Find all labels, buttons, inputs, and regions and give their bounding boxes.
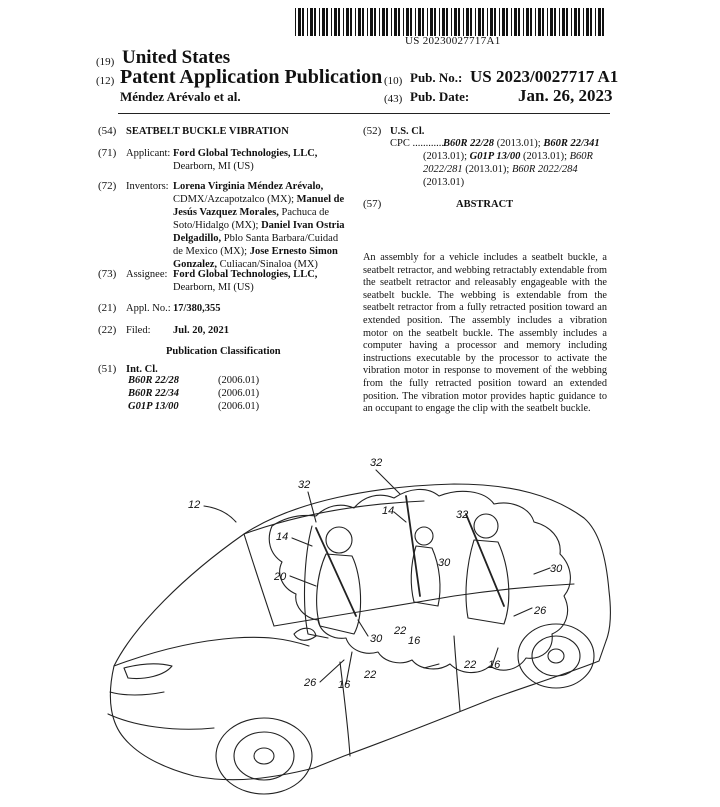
leader-32a xyxy=(308,492,316,522)
barcode-bar xyxy=(403,8,404,36)
barcode-bar xyxy=(590,8,592,36)
barcode-bar xyxy=(595,8,596,36)
barcode-bar xyxy=(454,8,457,36)
barcode-bar xyxy=(391,8,392,36)
intcl-code: (51) xyxy=(98,363,117,375)
pub-date-label: Pub. Date: xyxy=(410,89,470,104)
pub-date: Jan. 26, 2023 xyxy=(518,86,613,105)
barcode-bar xyxy=(463,8,464,36)
barcode-bar xyxy=(439,8,440,36)
barcode-bar xyxy=(331,8,332,36)
leader-30a xyxy=(358,620,368,636)
barcode-bar xyxy=(559,8,560,36)
barcode-bar xyxy=(430,8,433,36)
applicant-city: Dearborn, MI (US) xyxy=(173,161,254,172)
barcode-bar xyxy=(523,8,524,36)
grille xyxy=(110,692,164,695)
cpc-dots: ............ xyxy=(412,138,444,149)
code-12: (12) xyxy=(96,75,115,87)
filed-code: (22) xyxy=(98,324,117,336)
barcode-bar xyxy=(550,8,553,36)
cpc-class-part: G01P 13/00 xyxy=(469,151,521,162)
barcode xyxy=(295,8,605,36)
cpc-class-part: 2022/281 xyxy=(423,164,463,175)
cpc-class-part: B60R 22/341 xyxy=(543,138,600,149)
barcode-bar xyxy=(322,8,325,36)
barcode-bar xyxy=(571,8,572,36)
fig-label-20: 20 xyxy=(274,571,287,583)
barcode-bar xyxy=(586,8,589,36)
barcode-bar xyxy=(379,8,380,36)
intcl-code-value: G01P 13/00 xyxy=(128,401,179,412)
applicant-name: Ford Global Technologies, LLC, xyxy=(173,148,318,159)
fig-label-30: 30 xyxy=(370,633,383,645)
leader-12 xyxy=(204,506,236,522)
barcode-bar xyxy=(475,8,476,36)
barcode-bar xyxy=(535,8,536,36)
inventor-line: CDMX/Azcapotzalco (MX); Manuel de xyxy=(173,194,345,205)
assignee-label: Assignee: xyxy=(126,269,168,280)
barcode-bar xyxy=(422,8,424,36)
intcl-list xyxy=(128,374,288,413)
pub-no-label: Pub. No.: xyxy=(410,70,463,85)
cpc-line xyxy=(423,150,613,163)
abstract-heading: ABSTRACT xyxy=(456,199,514,210)
barcode-bar xyxy=(298,8,301,36)
barcode-bar xyxy=(382,8,385,36)
intcl-row xyxy=(128,387,288,400)
applicant-label: Applicant: xyxy=(126,148,171,159)
fig-label-22: 22 xyxy=(364,669,377,681)
cpc-line xyxy=(443,137,613,150)
cpc-class-part: (2013.01); xyxy=(494,138,544,149)
intcl-date: (2006.01) xyxy=(218,401,260,412)
appl-code: (21) xyxy=(98,302,117,314)
cpc-class-part: (2013.01) xyxy=(423,177,465,188)
passenger-head xyxy=(474,514,498,538)
barcode-bar xyxy=(338,8,340,36)
intcl-code-value: B60R 22/34 xyxy=(128,388,180,399)
fig-label-32: 32 xyxy=(456,509,469,521)
fig-label-22: 22 xyxy=(394,625,407,637)
leader-20 xyxy=(290,576,316,586)
pub-class-heading: Publication Classification xyxy=(166,346,281,357)
inventor-line: Gonzalez, Culiacan/Sinaloa (MX) xyxy=(173,259,318,270)
leader-14b xyxy=(394,512,406,522)
doc-type: Patent Application Publication xyxy=(120,66,383,88)
barcode-bar xyxy=(478,8,481,36)
barcode-bar xyxy=(494,8,496,36)
barcode-bar xyxy=(470,8,472,36)
inventor-line: Soto/Hidalgo (MX); Daniel Ivan Ostria xyxy=(173,220,345,231)
front-door-line xyxy=(340,662,350,756)
fig-label-30: 30 xyxy=(550,563,563,575)
inventor-line: de Mexico (MX); Jose Ernesto Simon xyxy=(173,246,338,257)
barcode-number: US 20230027717A1 xyxy=(405,35,501,47)
driver-seat xyxy=(305,526,328,638)
intcl-label: Int. Cl. xyxy=(126,364,158,375)
barcode-bar xyxy=(566,8,568,36)
barcode-bar xyxy=(530,8,532,36)
intcl-code-value: B60R 22/28 xyxy=(128,375,180,386)
fig-label-16: 16 xyxy=(338,679,351,691)
barcode-bar xyxy=(547,8,548,36)
code-43: (43) xyxy=(384,93,403,105)
barcode-bar xyxy=(451,8,452,36)
child-head xyxy=(415,527,433,545)
barcode-bar xyxy=(398,8,400,36)
inventor-line: Jesús Vazquez Morales, Pachuca de xyxy=(173,207,330,218)
barcode-bar xyxy=(307,8,308,36)
roofline xyxy=(274,584,574,626)
barcode-bar xyxy=(319,8,320,36)
barcode-bar xyxy=(343,8,344,36)
bumper xyxy=(108,714,214,729)
barcode-bar xyxy=(526,8,529,36)
barcode-bar xyxy=(466,8,469,36)
fig-label-16: 16 xyxy=(488,659,501,671)
barcode-bar xyxy=(358,8,361,36)
applicant-code: (71) xyxy=(98,147,117,159)
barcode-bar xyxy=(499,8,500,36)
appl-label: Appl. No.: xyxy=(126,303,171,314)
barcode-bar xyxy=(394,8,397,36)
cpc-label-row xyxy=(390,137,444,150)
barcode-bar xyxy=(518,8,520,36)
front-wheel-hub xyxy=(254,748,274,764)
car-body-outline xyxy=(110,484,610,780)
cpc-class-part: B60R 2022/284 xyxy=(511,164,578,175)
barcode-bar xyxy=(482,8,484,36)
barcode-bar xyxy=(427,8,428,36)
barcode-bar xyxy=(514,8,517,36)
barcode-bar xyxy=(602,8,604,36)
inventors-label: Inventors: xyxy=(126,181,169,192)
cpc-class-part: B60R 22/28 xyxy=(443,138,495,149)
barcode-bar xyxy=(367,8,368,36)
assignee-value xyxy=(173,268,317,294)
windshield xyxy=(244,534,274,626)
abstract-code: (57) xyxy=(363,198,382,210)
barcode-bar xyxy=(458,8,460,36)
barcode-bar xyxy=(578,8,580,36)
fig-label-30: 30 xyxy=(438,557,451,569)
front-wheel-rim xyxy=(234,732,294,780)
fig-label-32: 32 xyxy=(370,457,383,469)
uscl-label: U.S. Cl. xyxy=(390,126,425,137)
intcl-row xyxy=(128,374,288,387)
barcode-bar xyxy=(415,8,416,36)
barcode-bar xyxy=(334,8,337,36)
barcode-bar xyxy=(346,8,349,36)
intcl-date: (2006.01) xyxy=(218,375,260,386)
inventor-line: Lorena Virginia Méndez Arévalo, xyxy=(173,181,324,192)
rear-wheel-rim xyxy=(532,636,580,676)
barcode-bar xyxy=(506,8,508,36)
intcl-row xyxy=(128,400,288,413)
hood-line xyxy=(114,637,309,666)
fig-label-16: 16 xyxy=(408,635,421,647)
cpc-class-part: (2013.01); xyxy=(462,164,512,175)
child-body xyxy=(411,546,440,606)
leader-26b xyxy=(514,608,532,616)
fig-label-14: 14 xyxy=(382,505,395,517)
applicant-value xyxy=(173,147,317,173)
assignee-code: (73) xyxy=(98,268,117,280)
barcode-bar xyxy=(406,8,409,36)
driver-body xyxy=(317,554,361,634)
inventors-list xyxy=(173,180,353,271)
barcode-bar xyxy=(295,8,296,36)
driver-seatbelt xyxy=(316,528,356,616)
fig-label-32: 32 xyxy=(298,479,311,491)
barcode-bar xyxy=(374,8,376,36)
barcode-bar xyxy=(490,8,493,36)
headlight xyxy=(124,664,172,679)
barcode-bar xyxy=(446,8,448,36)
code-19: (19) xyxy=(96,56,115,68)
title-code: (54) xyxy=(98,125,117,137)
barcode-bar xyxy=(487,8,488,36)
side-mirror xyxy=(294,628,316,640)
barcode-bar xyxy=(310,8,313,36)
country: United States xyxy=(122,47,231,68)
barcode-bar xyxy=(502,8,505,36)
passenger-body xyxy=(466,540,509,624)
filed-date: Jul. 20, 2021 xyxy=(173,325,230,336)
driver-head xyxy=(326,527,352,553)
leader-30c xyxy=(534,568,550,574)
barcode-bar xyxy=(562,8,565,36)
barcode-bar xyxy=(302,8,304,36)
rear-wheel-hub xyxy=(548,649,564,663)
barcode-bar xyxy=(418,8,421,36)
cpc-class-part: B60R xyxy=(569,151,593,162)
intcl-date: (2006.01) xyxy=(218,388,260,399)
inventors-code: (72) xyxy=(98,180,117,192)
barcode-bar xyxy=(362,8,364,36)
cpc-class-part: (2013.01); xyxy=(520,151,570,162)
front-wheel xyxy=(216,718,312,794)
barcode-bar xyxy=(554,8,556,36)
barcode-bar xyxy=(538,8,541,36)
barcode-bar xyxy=(442,8,445,36)
barcode-bar xyxy=(386,8,388,36)
code-10: (10) xyxy=(384,75,403,87)
barcode-bar xyxy=(350,8,352,36)
fig-label-22: 22 xyxy=(464,659,477,671)
barcode-bar xyxy=(434,8,436,36)
authors: Méndez Arévalo et al. xyxy=(120,89,241,104)
uscl-code: (52) xyxy=(363,125,382,137)
appl-number: 17/380,355 xyxy=(173,303,221,314)
barcode-bar xyxy=(598,8,601,36)
barcode-bar xyxy=(583,8,584,36)
barcode-bar xyxy=(314,8,316,36)
door-handle xyxy=(424,664,439,668)
assignee-name: Ford Global Technologies, LLC, xyxy=(173,269,318,280)
cpc-label: CPC xyxy=(390,138,410,149)
barcode-bar xyxy=(511,8,512,36)
abstract-text: An assembly for a vehicle includes a seatbelt buckle, a seatbelt retractor, and webbing retractably extendable from the seatbelt retractor and releasably engageable with the seatbelt buckle. The webbing is extendable from the seatbelt retractor from a fully retracted position toward an extended position. The assembly includes a vibration motor on the seatbelt buckle. The assembly includes a computer having a processor and memory including instructions executable by the processor to activate the vibration motor in response to movement of the webbing from the fully retracted position toward an extended position. The vibration motor provides haptic guidance to an occupant to engage the clip with the seatbelt buckle. xyxy=(363,252,607,415)
cpc-line xyxy=(423,163,613,189)
inventor-line: Delgadillo, Pblo Santa Barbara/Cuidad xyxy=(173,233,339,244)
fig-label-26: 26 xyxy=(534,605,547,617)
filed-label: Filed: xyxy=(126,325,151,336)
pub-no: US 2023/0027717 A1 xyxy=(470,67,619,86)
rear-wheel xyxy=(518,624,594,688)
rear-door-line xyxy=(454,636,460,711)
cpc-class-part: (2013.01); xyxy=(423,151,470,162)
fig-label-12: 12 xyxy=(188,499,201,511)
header-divider xyxy=(118,113,610,114)
assignee-city: Dearborn, MI (US) xyxy=(173,282,254,293)
patent-figure-car-occupants xyxy=(94,456,614,802)
barcode-bar xyxy=(355,8,356,36)
fig-label-26: 26 xyxy=(304,677,317,689)
barcode-bar xyxy=(542,8,544,36)
barcode-bar xyxy=(326,8,328,36)
fig-label-14: 14 xyxy=(276,531,289,543)
cpc-classes xyxy=(423,137,613,189)
barcode-bar xyxy=(410,8,412,36)
barcode-bar xyxy=(370,8,373,36)
barcode-bar xyxy=(574,8,577,36)
invention-title: SEATBELT BUCKLE VIBRATION xyxy=(126,126,289,137)
